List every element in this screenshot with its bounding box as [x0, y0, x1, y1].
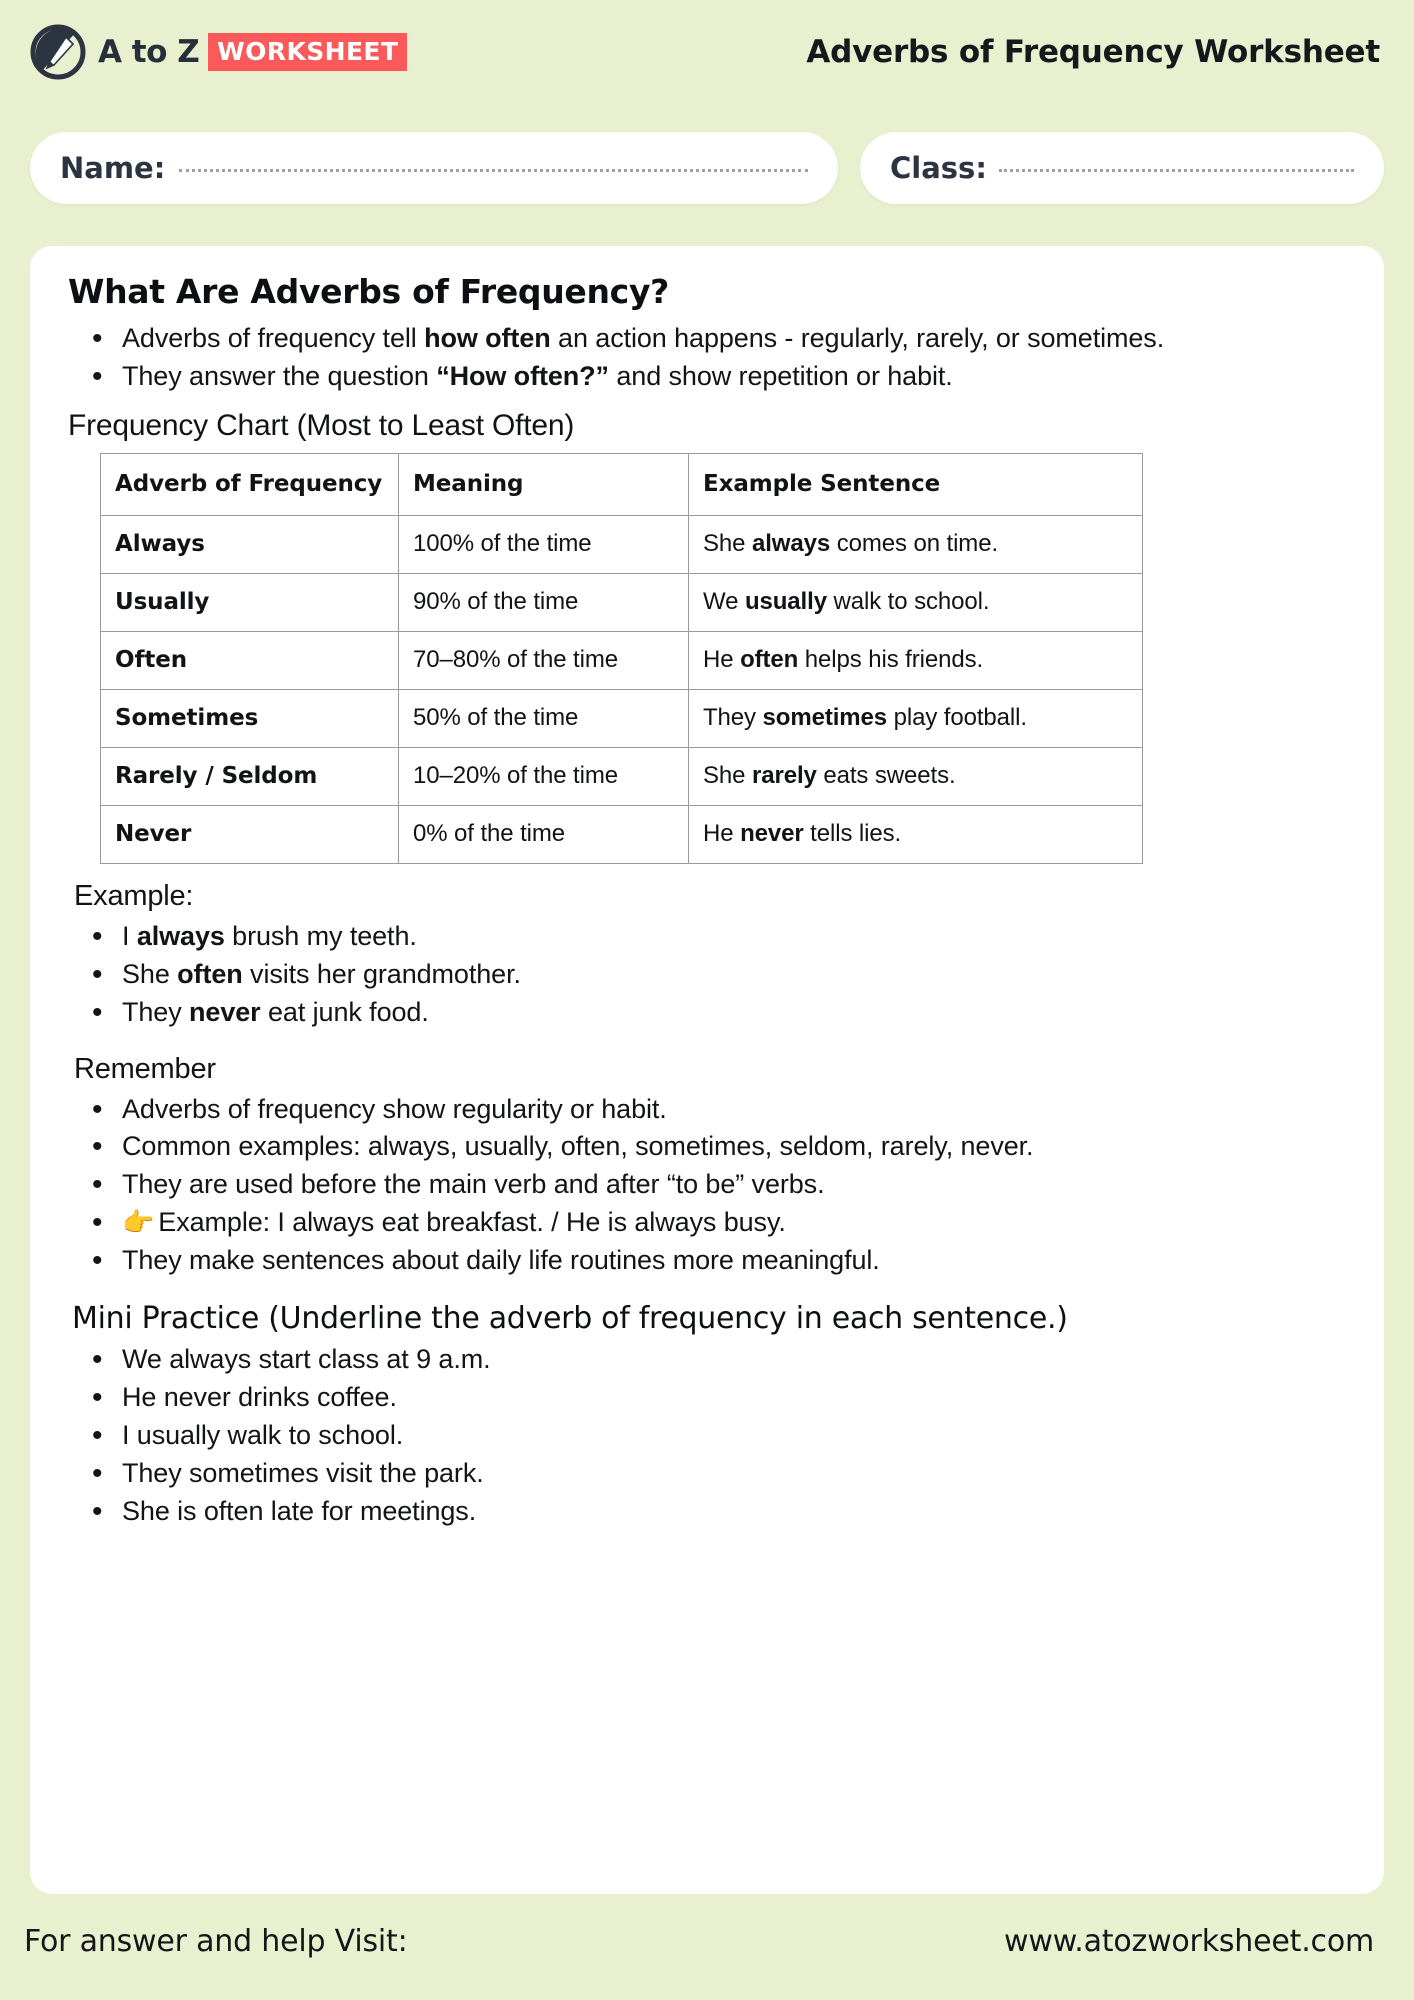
column-header-meaning: Meaning: [399, 453, 689, 515]
cell-adverb: Always: [101, 515, 399, 573]
cell-example: We usually walk to school.: [689, 573, 1143, 631]
cell-example: He never tells lies.: [689, 805, 1143, 863]
table-row: [101, 573, 1143, 631]
name-input-line[interactable]: [179, 169, 808, 172]
list-item: • Common examples: always, usually, often, sometimes, seldom, rarely, never.: [86, 1129, 1346, 1165]
table-row: [101, 631, 1143, 689]
list-item: • Adverbs of frequency show regularity or habit.: [86, 1092, 1346, 1128]
bold-text: rarely: [751, 762, 817, 790]
list-item: • They are used before the main verb and after “to be” verbs.: [86, 1167, 1346, 1203]
cell-meaning: 0% of the time: [399, 805, 689, 863]
column-header-adverb: Adverb of Frequency: [101, 453, 399, 515]
cell-meaning: 10–20% of the time: [399, 747, 689, 805]
list-item: • They never eat junk food.: [86, 995, 1346, 1031]
name-label: Name:: [60, 151, 166, 185]
student-fields: [30, 132, 1384, 204]
brand-wordmark: [98, 33, 407, 71]
intro-bullet-list: [86, 321, 1346, 395]
list-item: • They make sentences about daily life routines more meaningful.: [86, 1243, 1346, 1279]
class-label: Class:: [890, 151, 987, 185]
practice-bullet-list: [86, 1342, 1346, 1530]
content-card: [30, 246, 1384, 1894]
frequency-table-body: [101, 515, 1143, 863]
cell-example: They sometimes play football.: [689, 689, 1143, 747]
table-row: [101, 747, 1143, 805]
practice-heading: Mini Practice (Underline the adverb of frequency in each sentence.): [72, 1301, 1068, 1337]
pen-circle-icon: [30, 24, 86, 80]
footer-website[interactable]: www.atozworksheet.com: [1004, 1923, 1374, 1959]
bold-text: often: [740, 646, 799, 674]
frequency-chart-heading: Frequency Chart (Most to Least Often): [68, 408, 575, 442]
remember-bullet-list: [86, 1092, 1346, 1280]
table-row: [101, 689, 1143, 747]
brand-atoz-text: A to Z: [98, 33, 200, 70]
class-field[interactable]: [860, 132, 1384, 204]
footer-help-text: For answer and help Visit:: [24, 1923, 408, 1959]
bold-text: never: [740, 820, 804, 848]
class-input-line[interactable]: [999, 169, 1354, 172]
cell-example: She always comes on time.: [689, 515, 1143, 573]
cell-meaning: 100% of the time: [399, 515, 689, 573]
list-item: • They sometimes visit the park.: [86, 1456, 1346, 1492]
cell-adverb: Often: [101, 631, 399, 689]
cell-adverb: Sometimes: [101, 689, 399, 747]
table-row: [101, 805, 1143, 863]
brand-worksheet-badge: WORKSHEET: [208, 33, 407, 71]
column-header-example: Example Sentence: [689, 453, 1143, 515]
bold-text: how often: [424, 323, 551, 353]
bold-text: “How often?”: [436, 360, 609, 391]
cell-adverb: Usually: [101, 573, 399, 631]
bold-text: sometimes: [762, 704, 888, 732]
list-item: • I always brush my teeth.: [86, 919, 1346, 955]
cell-adverb: Rarely / Seldom: [101, 747, 399, 805]
list-item: • 👉 Example: I always eat breakfast. / He is always busy.: [86, 1205, 1346, 1241]
list-item: • They answer the question “How often?” and show repetition or habit.: [86, 359, 1346, 395]
list-item: • We always start class at 9 a.m.: [86, 1342, 1346, 1378]
name-field[interactable]: [30, 132, 838, 204]
table-row: [101, 515, 1143, 573]
cell-meaning: 90% of the time: [399, 573, 689, 631]
frequency-table: [100, 453, 1143, 864]
bold-text: often: [177, 958, 243, 989]
page-footer: [0, 1896, 1414, 2000]
list-item: • I usually walk to school.: [86, 1418, 1346, 1454]
list-item: • He never drinks coffee.: [86, 1380, 1346, 1416]
example-heading: Example:: [74, 879, 194, 912]
page-title: Adverbs of Frequency Worksheet: [806, 34, 1380, 70]
table-header-row: [101, 453, 1143, 515]
cell-example: He often helps his friends.: [689, 631, 1143, 689]
remember-heading: Remember: [74, 1052, 216, 1085]
pointing-hand-icon: 👉: [122, 1207, 155, 1238]
cell-adverb: Never: [101, 805, 399, 863]
page-header: [0, 0, 1414, 104]
cell-meaning: 50% of the time: [399, 689, 689, 747]
list-item: • She often visits her grandmother.: [86, 957, 1346, 993]
intro-heading: What Are Adverbs of Frequency?: [68, 272, 670, 311]
bold-text: always: [751, 530, 831, 558]
brand-logo: [30, 24, 407, 80]
list-item: • She is often late for meetings.: [86, 1494, 1346, 1530]
cell-example: She rarely eats sweets.: [689, 747, 1143, 805]
example-bullet-list: [86, 919, 1346, 1031]
cell-meaning: 70–80% of the time: [399, 631, 689, 689]
list-item: • Adverbs of frequency tell how often an action happens - regularly, rarely, or sometimes.: [86, 321, 1346, 357]
bold-text: never: [189, 996, 261, 1027]
bold-text: usually: [744, 588, 827, 616]
bold-text: always: [136, 920, 225, 951]
